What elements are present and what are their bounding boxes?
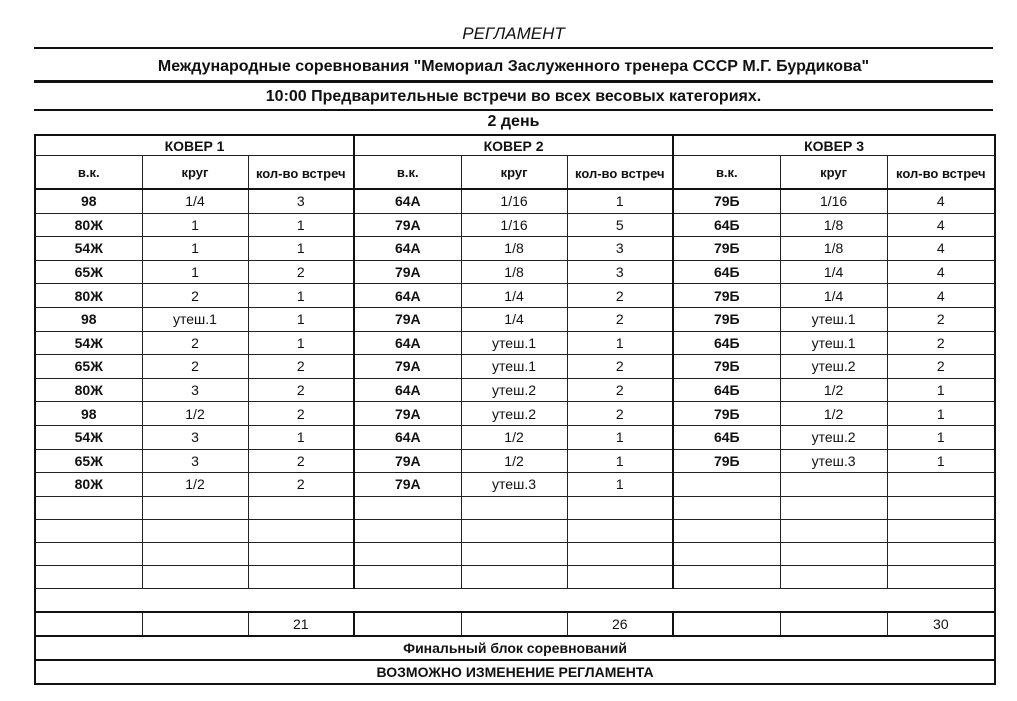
mat-1-round-cell: 1 — [142, 213, 248, 237]
document-title: РЕГЛАМЕНТ — [462, 24, 565, 43]
empty-row — [35, 542, 995, 565]
mat-2-bouts-cell: 3 — [567, 237, 673, 261]
totals-row — [35, 612, 995, 636]
table-row — [35, 189, 995, 213]
mat-2-weight-cell: 79А — [354, 213, 461, 237]
divider-line — [34, 109, 993, 111]
empty-cell — [780, 565, 887, 588]
mat-3-bouts-cell: 2 — [887, 355, 995, 379]
mat-3-weight-cell: 79Б — [673, 449, 780, 473]
mat-3-round-cell: утеш.2 — [780, 425, 887, 449]
mat-2-bouts-cell: 2 — [567, 378, 673, 402]
mat-2-weight-cell: 64А — [354, 378, 461, 402]
empty-row — [35, 496, 995, 519]
empty-cell — [248, 565, 354, 588]
mat-3-weight-cell: 64Б — [673, 378, 780, 402]
mat-2-round-cell: 1/16 — [461, 189, 567, 213]
mat-2-weight-cell: 64А — [354, 425, 461, 449]
count-column-label: кол-во встреч — [255, 166, 346, 181]
final-block-label: Финальный блок соревнований — [35, 636, 995, 660]
mat-2-bouts-cell: 1 — [567, 449, 673, 473]
mat-2-round-cell: 1/4 — [461, 284, 567, 308]
mat-1-weight-cell: 65Ж — [35, 449, 142, 473]
empty-cell — [567, 542, 673, 565]
table-row — [35, 473, 995, 497]
event-title: Международные соревнования "Мемориал Заслуженного тренера СССР М.Г. Бурдикова" — [157, 58, 870, 75]
mat-1-weight-cell: 80Ж — [35, 284, 142, 308]
empty-cell — [673, 519, 780, 542]
count-column-header — [887, 156, 995, 190]
empty-cell — [35, 612, 142, 636]
schedule-change-notice: ВОЗМОЖНО ИЗМЕНЕНИЕ РЕГЛАМЕНТА — [35, 660, 995, 684]
mat-3-weight-cell: 64Б — [673, 331, 780, 355]
empty-cell — [35, 542, 142, 565]
mat-2-bouts-cell: 1 — [567, 331, 673, 355]
mat-1-weight-cell: 98 — [35, 189, 142, 213]
table-row — [35, 213, 995, 237]
empty-cell — [142, 542, 248, 565]
weight-column-header: в.к. — [354, 156, 461, 190]
mat-3-round-cell: 1/16 — [780, 189, 887, 213]
empty-cell — [461, 496, 567, 519]
mat-2-round-cell: 1/8 — [461, 260, 567, 284]
mat-2-bouts-cell: 2 — [567, 355, 673, 379]
empty-cell — [567, 519, 673, 542]
mat-2-round-cell: 1/16 — [461, 213, 567, 237]
empty-cell — [887, 496, 995, 519]
round-column-header: круг — [142, 156, 248, 190]
empty-cell — [567, 496, 673, 519]
mat-3-total-bouts: 30 — [887, 612, 995, 636]
mat-3-weight-cell: 79Б — [673, 355, 780, 379]
mat-1-round-cell: 2 — [142, 331, 248, 355]
table-row — [35, 355, 995, 379]
empty-cell — [354, 565, 461, 588]
mat-3-bouts-cell — [887, 473, 995, 497]
mat-3-round-cell: 1/8 — [780, 213, 887, 237]
mat-1-round-cell: 1/2 — [142, 473, 248, 497]
mat-2-weight-cell: 79А — [354, 402, 461, 426]
mat-1-weight-cell: 54Ж — [35, 425, 142, 449]
mat-3-bouts-cell: 2 — [887, 331, 995, 355]
mat-2-bouts-cell: 2 — [567, 307, 673, 331]
mat-1-round-cell: 2 — [142, 284, 248, 308]
table-row — [35, 237, 995, 261]
mat-1-round-cell: 3 — [142, 378, 248, 402]
mat-2-round-cell: утеш.3 — [461, 473, 567, 497]
mat-2-weight-cell: 79А — [354, 260, 461, 284]
empty-cell — [248, 519, 354, 542]
mat-1-bouts-cell: 1 — [248, 307, 354, 331]
mat-2-round-cell: утеш.1 — [461, 331, 567, 355]
mat-3-weight-cell: 79Б — [673, 189, 780, 213]
mat-2-round-cell: 1/2 — [461, 425, 567, 449]
mat-3-round-cell: 1/2 — [780, 402, 887, 426]
table-row — [35, 284, 995, 308]
mat-2-bouts-cell: 3 — [567, 260, 673, 284]
mat-2-weight-cell: 64А — [354, 189, 461, 213]
mat-1-round-cell: 1/4 — [142, 189, 248, 213]
divider-line — [34, 47, 993, 49]
count-column-header — [567, 156, 673, 190]
mat-2-round-cell: утеш.2 — [461, 378, 567, 402]
mat-3-bouts-cell: 4 — [887, 237, 995, 261]
empty-cell — [248, 542, 354, 565]
mat-2-weight-cell: 64А — [354, 284, 461, 308]
mat-1-weight-cell: 65Ж — [35, 355, 142, 379]
mat-2-round-cell: утеш.2 — [461, 402, 567, 426]
empty-cell — [780, 542, 887, 565]
mat-3-round-cell: утеш.3 — [780, 449, 887, 473]
mat-2-round-cell: 1/2 — [461, 449, 567, 473]
empty-row — [35, 565, 995, 588]
count-column-label: кол-во встреч — [896, 166, 986, 181]
empty-cell — [887, 519, 995, 542]
mat-1-round-cell: 1 — [142, 260, 248, 284]
notice-row — [35, 660, 995, 684]
mat-1-weight-cell: 54Ж — [35, 237, 142, 261]
mat-1-bouts-cell: 1 — [248, 284, 354, 308]
mat-1-bouts-cell: 2 — [248, 402, 354, 426]
mat-1-bouts-cell: 1 — [248, 213, 354, 237]
mat-3-bouts-cell: 1 — [887, 378, 995, 402]
mat-2-round-cell: 1/8 — [461, 237, 567, 261]
empty-cell — [887, 565, 995, 588]
empty-cell — [461, 519, 567, 542]
count-column-header — [248, 156, 354, 190]
mat-2-bouts-cell: 5 — [567, 213, 673, 237]
mat-1-weight-cell: 54Ж — [35, 331, 142, 355]
table-row — [35, 425, 995, 449]
mat-3-weight-cell: 79Б — [673, 284, 780, 308]
empty-cell — [780, 519, 887, 542]
mat-2-round-cell: утеш.1 — [461, 355, 567, 379]
mat-3-bouts-cell: 1 — [887, 402, 995, 426]
mat-3-header: КОВЕР 3 — [673, 135, 995, 156]
divider-line — [34, 80, 993, 83]
mat-1-bouts-cell: 2 — [248, 473, 354, 497]
mat-2-round-cell: 1/4 — [461, 307, 567, 331]
mat-1-header: КОВЕР 1 — [35, 135, 354, 156]
mat-3-weight-cell — [673, 473, 780, 497]
weight-column-header: в.к. — [673, 156, 780, 190]
mat-1-weight-cell: 65Ж — [35, 260, 142, 284]
mat-1-round-cell: 1 — [142, 237, 248, 261]
mat-3-weight-cell: 79Б — [673, 402, 780, 426]
mat-2-bouts-cell: 2 — [567, 402, 673, 426]
table-row — [35, 260, 995, 284]
round-column-header: круг — [461, 156, 567, 190]
mat-3-weight-cell: 64Б — [673, 425, 780, 449]
mat-2-weight-cell: 79А — [354, 307, 461, 331]
mat-3-round-cell: 1/2 — [780, 378, 887, 402]
mat-3-round-cell: утеш.1 — [780, 307, 887, 331]
empty-cell — [461, 542, 567, 565]
mat-2-bouts-cell: 1 — [567, 473, 673, 497]
weight-column-header: в.к. — [35, 156, 142, 190]
empty-cell — [142, 612, 248, 636]
mat-1-weight-cell: 80Ж — [35, 473, 142, 497]
empty-cell — [248, 496, 354, 519]
empty-cell — [35, 519, 142, 542]
mat-1-round-cell: 1/2 — [142, 402, 248, 426]
round-column-header: круг — [780, 156, 887, 190]
empty-cell — [142, 496, 248, 519]
mat-1-round-cell: 3 — [142, 449, 248, 473]
mat-1-bouts-cell: 1 — [248, 237, 354, 261]
mat-3-bouts-cell: 4 — [887, 213, 995, 237]
mat-2-header: КОВЕР 2 — [354, 135, 673, 156]
mat-3-round-cell: утеш.1 — [780, 331, 887, 355]
mat-2-weight-cell: 79А — [354, 449, 461, 473]
mat-3-weight-cell: 79Б — [673, 307, 780, 331]
empty-cell — [673, 496, 780, 519]
table-row — [35, 378, 995, 402]
mat-1-round-cell: утеш.1 — [142, 307, 248, 331]
empty-cell — [461, 612, 567, 636]
mat-2-bouts-cell: 1 — [567, 425, 673, 449]
table-row — [35, 449, 995, 473]
preliminary-session-title: 10:00 Предварительные встречи во всех весовых категориях. — [265, 88, 762, 105]
mat-1-weight-cell: 80Ж — [35, 213, 142, 237]
mat-1-bouts-cell: 1 — [248, 425, 354, 449]
schedule-table — [34, 134, 996, 685]
mat-2-bouts-cell: 2 — [567, 284, 673, 308]
empty-cell — [567, 565, 673, 588]
mat-3-round-cell: 1/8 — [780, 237, 887, 261]
empty-cell — [35, 565, 142, 588]
empty-cell — [354, 519, 461, 542]
empty-cell — [354, 612, 461, 636]
mat-3-bouts-cell: 2 — [887, 307, 995, 331]
empty-cell — [673, 542, 780, 565]
mat-3-round-cell: 1/4 — [780, 284, 887, 308]
mat-3-weight-cell: 79Б — [673, 237, 780, 261]
empty-cell — [461, 565, 567, 588]
empty-cell — [673, 612, 780, 636]
empty-cell — [673, 565, 780, 588]
mat-3-round-cell — [780, 473, 887, 497]
mat-1-bouts-cell: 3 — [248, 189, 354, 213]
mat-2-total-bouts: 26 — [567, 612, 673, 636]
empty-cell — [142, 565, 248, 588]
count-column-label: кол-во встреч — [575, 166, 665, 181]
mat-2-weight-cell: 64А — [354, 331, 461, 355]
column-header-row — [35, 156, 995, 190]
mat-2-bouts-cell: 1 — [567, 189, 673, 213]
empty-cell — [35, 588, 995, 612]
mat-1-bouts-cell: 2 — [248, 260, 354, 284]
empty-cell — [35, 496, 142, 519]
mat-3-weight-cell: 64Б — [673, 213, 780, 237]
empty-cell — [354, 496, 461, 519]
empty-row — [35, 519, 995, 542]
table-row — [35, 307, 995, 331]
mat-1-round-cell: 3 — [142, 425, 248, 449]
table-row — [35, 331, 995, 355]
table-row — [35, 402, 995, 426]
mat-1-bouts-cell: 2 — [248, 378, 354, 402]
empty-cell — [780, 496, 887, 519]
mat-1-weight-cell: 98 — [35, 307, 142, 331]
mat-3-bouts-cell: 1 — [887, 425, 995, 449]
mat-3-bouts-cell: 4 — [887, 189, 995, 213]
empty-cell — [887, 542, 995, 565]
mat-2-weight-cell: 64А — [354, 237, 461, 261]
final-block-row — [35, 636, 995, 660]
mat-3-bouts-cell: 4 — [887, 284, 995, 308]
mat-3-weight-cell: 64Б — [673, 260, 780, 284]
mat-1-round-cell: 2 — [142, 355, 248, 379]
empty-cell — [142, 519, 248, 542]
empty-cell — [780, 612, 887, 636]
empty-row — [35, 588, 995, 612]
mat-1-total-bouts: 21 — [248, 612, 354, 636]
mat-3-round-cell: 1/4 — [780, 260, 887, 284]
day-label: 2 день — [487, 113, 540, 130]
mat-header-row — [35, 135, 995, 156]
mat-3-round-cell: утеш.2 — [780, 355, 887, 379]
mat-1-bouts-cell: 2 — [248, 449, 354, 473]
mat-2-weight-cell: 79А — [354, 355, 461, 379]
mat-3-bouts-cell: 4 — [887, 260, 995, 284]
mat-1-weight-cell: 80Ж — [35, 378, 142, 402]
mat-3-bouts-cell: 1 — [887, 449, 995, 473]
mat-1-weight-cell: 98 — [35, 402, 142, 426]
mat-1-bouts-cell: 2 — [248, 355, 354, 379]
mat-2-weight-cell: 79А — [354, 473, 461, 497]
mat-1-bouts-cell: 1 — [248, 331, 354, 355]
empty-cell — [354, 542, 461, 565]
